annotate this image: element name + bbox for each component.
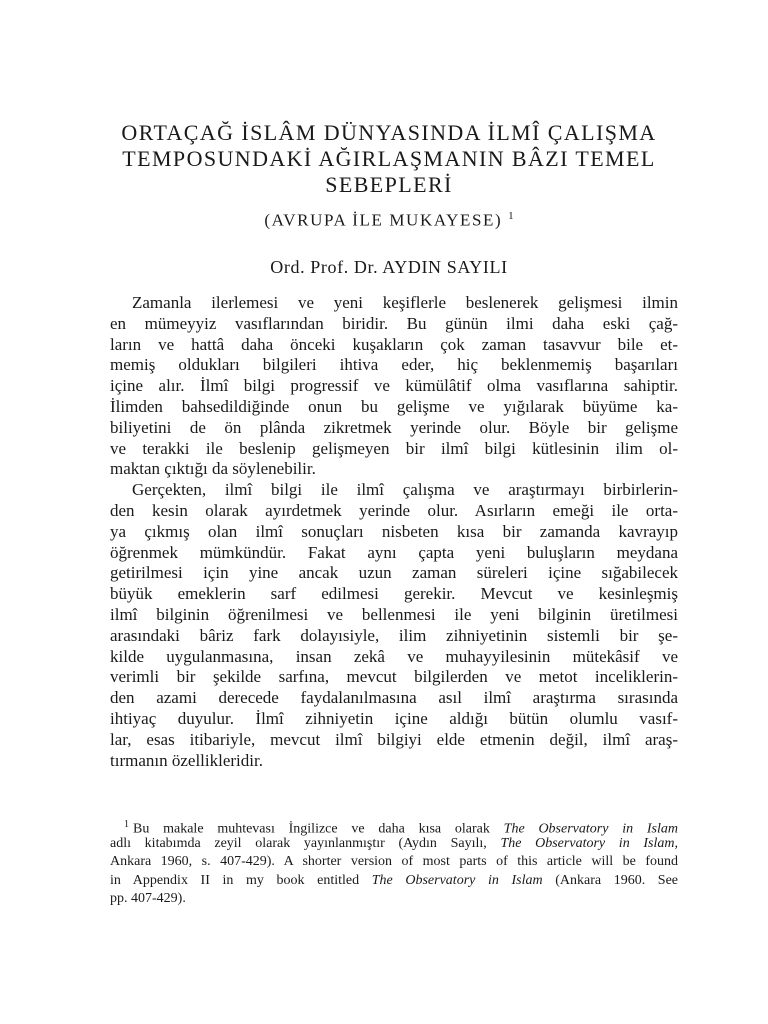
text-line: lar, esas itibariyle, mevcut ilmî bilgiyi elde etmenin değil, ilmî araş- — [110, 729, 678, 749]
footnote — [110, 816, 678, 909]
subtitle-text: (AVRUPA İLE MUKAYESE) — [264, 210, 503, 230]
text-line: büyük emeklerin sarf edilmesi gerekir. Mevcut ve kesinleşmiş — [110, 584, 678, 604]
title-line-1: ORTAÇAĞ İSLÂM DÜNYASINDA İLMÎ ÇALIŞMA — [121, 120, 657, 145]
text-line: ların ve hattâ daha önceki kuşakların çok zaman tasavvur bile et- — [110, 334, 678, 354]
text-line: Zamanla ilerlemesi ve yeni keşiflerle beslenerek gelişmesi ilmin — [132, 293, 678, 312]
footnote-ref: 1 — [508, 210, 514, 222]
text-line: ya çıkmış olan ilmî sonuçları nisbeten kısa bir zamanda kavrayıp — [110, 521, 678, 541]
text-line: den azami derecede faydalanılmasına asıl ilmî araştırma sırasında — [110, 688, 678, 708]
text-line: kilde uygulanmasına, insan zekâ ve muhayyilesinin mütekâsif ve — [110, 646, 678, 666]
text-line: ihtiyaç duyulur. İlmî zihniyetin içine aldığı bütün olumlu vasıf- — [110, 708, 678, 728]
text-line: ilmî bilginin öğrenilmesi ve bellenmesi ile yeni bilginin üretilmesi — [110, 604, 678, 624]
text-line: ve terakki ile beslenip gelişmeyen bir ilmî bilgi kütlesinin ilim ol- — [110, 438, 678, 458]
text-line: verimli bir şekilde sarfına, mevcut bilgilerden ve metot inceliklerin- — [110, 667, 678, 687]
text-line: öğrenmek mümkündür. Fakat aynı çapta yeni buluşların meydana — [110, 542, 678, 562]
text-line: maktan çıktığı da söylenebilir. — [110, 459, 316, 479]
footnote-line: Ankara 1960, s. 407-429). A shorter version of most parts of this article will be found — [110, 854, 678, 870]
title-line-2: TEMPOSUNDAKİ AĞIRLAŞMANIN BÂZI TEMEL — [122, 146, 656, 171]
text-line: getirilmesi için yine ancak uzun zaman süreleri içine sığabilecek — [110, 563, 678, 583]
title-line-3: SEBEPLERİ — [325, 172, 453, 197]
text-line: memiş oldukları bilgileri ihtiva eder, hiç beklenmemiş başarıları — [110, 355, 678, 375]
text-line: biliyetini de ön plânda zikretmek yerinde olur. Böyle bir gelişme — [110, 417, 678, 437]
subtitle — [96, 210, 682, 231]
text-line: tırmanın özellikleridir. — [110, 750, 263, 770]
footnote-line: adlı kitabımda zeyil olarak yayınlanmıştır (Aydın Sayılı, The Observatory in Islam, — [110, 835, 678, 851]
book-title: The Observatory in Islam, — [500, 835, 678, 851]
text-line: Gerçekten, ilmî bilgi ile ilmî çalışma ve araştırmayı birbirlerin- — [132, 480, 678, 500]
text-line: en mümeyyiz vasıflarından biridir. Bu günün ilmi daha eski çağ- — [110, 313, 678, 333]
text-line: den kesin olarak ayırdetmek yerinde olur. Asırların emeği ile orta- — [110, 500, 678, 520]
book-title: The Observatory in Islam — [503, 821, 678, 837]
footnote-line: $^1$ Bu makale muhtevası İngilizce ve daha kısa olarak The Observatory in Islam — [124, 819, 678, 837]
page-title — [96, 120, 682, 198]
text-line: içine alır. İlmî bilgi progressif ve kümülâtif olma vasıflarına sahiptir. — [110, 376, 678, 396]
footnote-line: in Appendix II in my book entitled The Observatory in Islam (Ankara 1960. See — [110, 872, 679, 888]
book-title: The Observatory in Islam — [371, 872, 543, 888]
author-name: Ord. Prof. Dr. AYDIN SAYILI — [270, 257, 508, 277]
text-line: İlimden bahsedildiğinde onun bu gelişme ve yığılarak büyüme ka- — [110, 396, 678, 416]
footnote-line: pp. 407-429). — [110, 891, 186, 907]
footnote-marker: 1 — [124, 819, 129, 830]
body-text — [110, 293, 678, 771]
text-line: arasındaki bâriz fark dolayısiyle, ilim zihniyetinin sistemli bir şe- — [110, 625, 678, 645]
